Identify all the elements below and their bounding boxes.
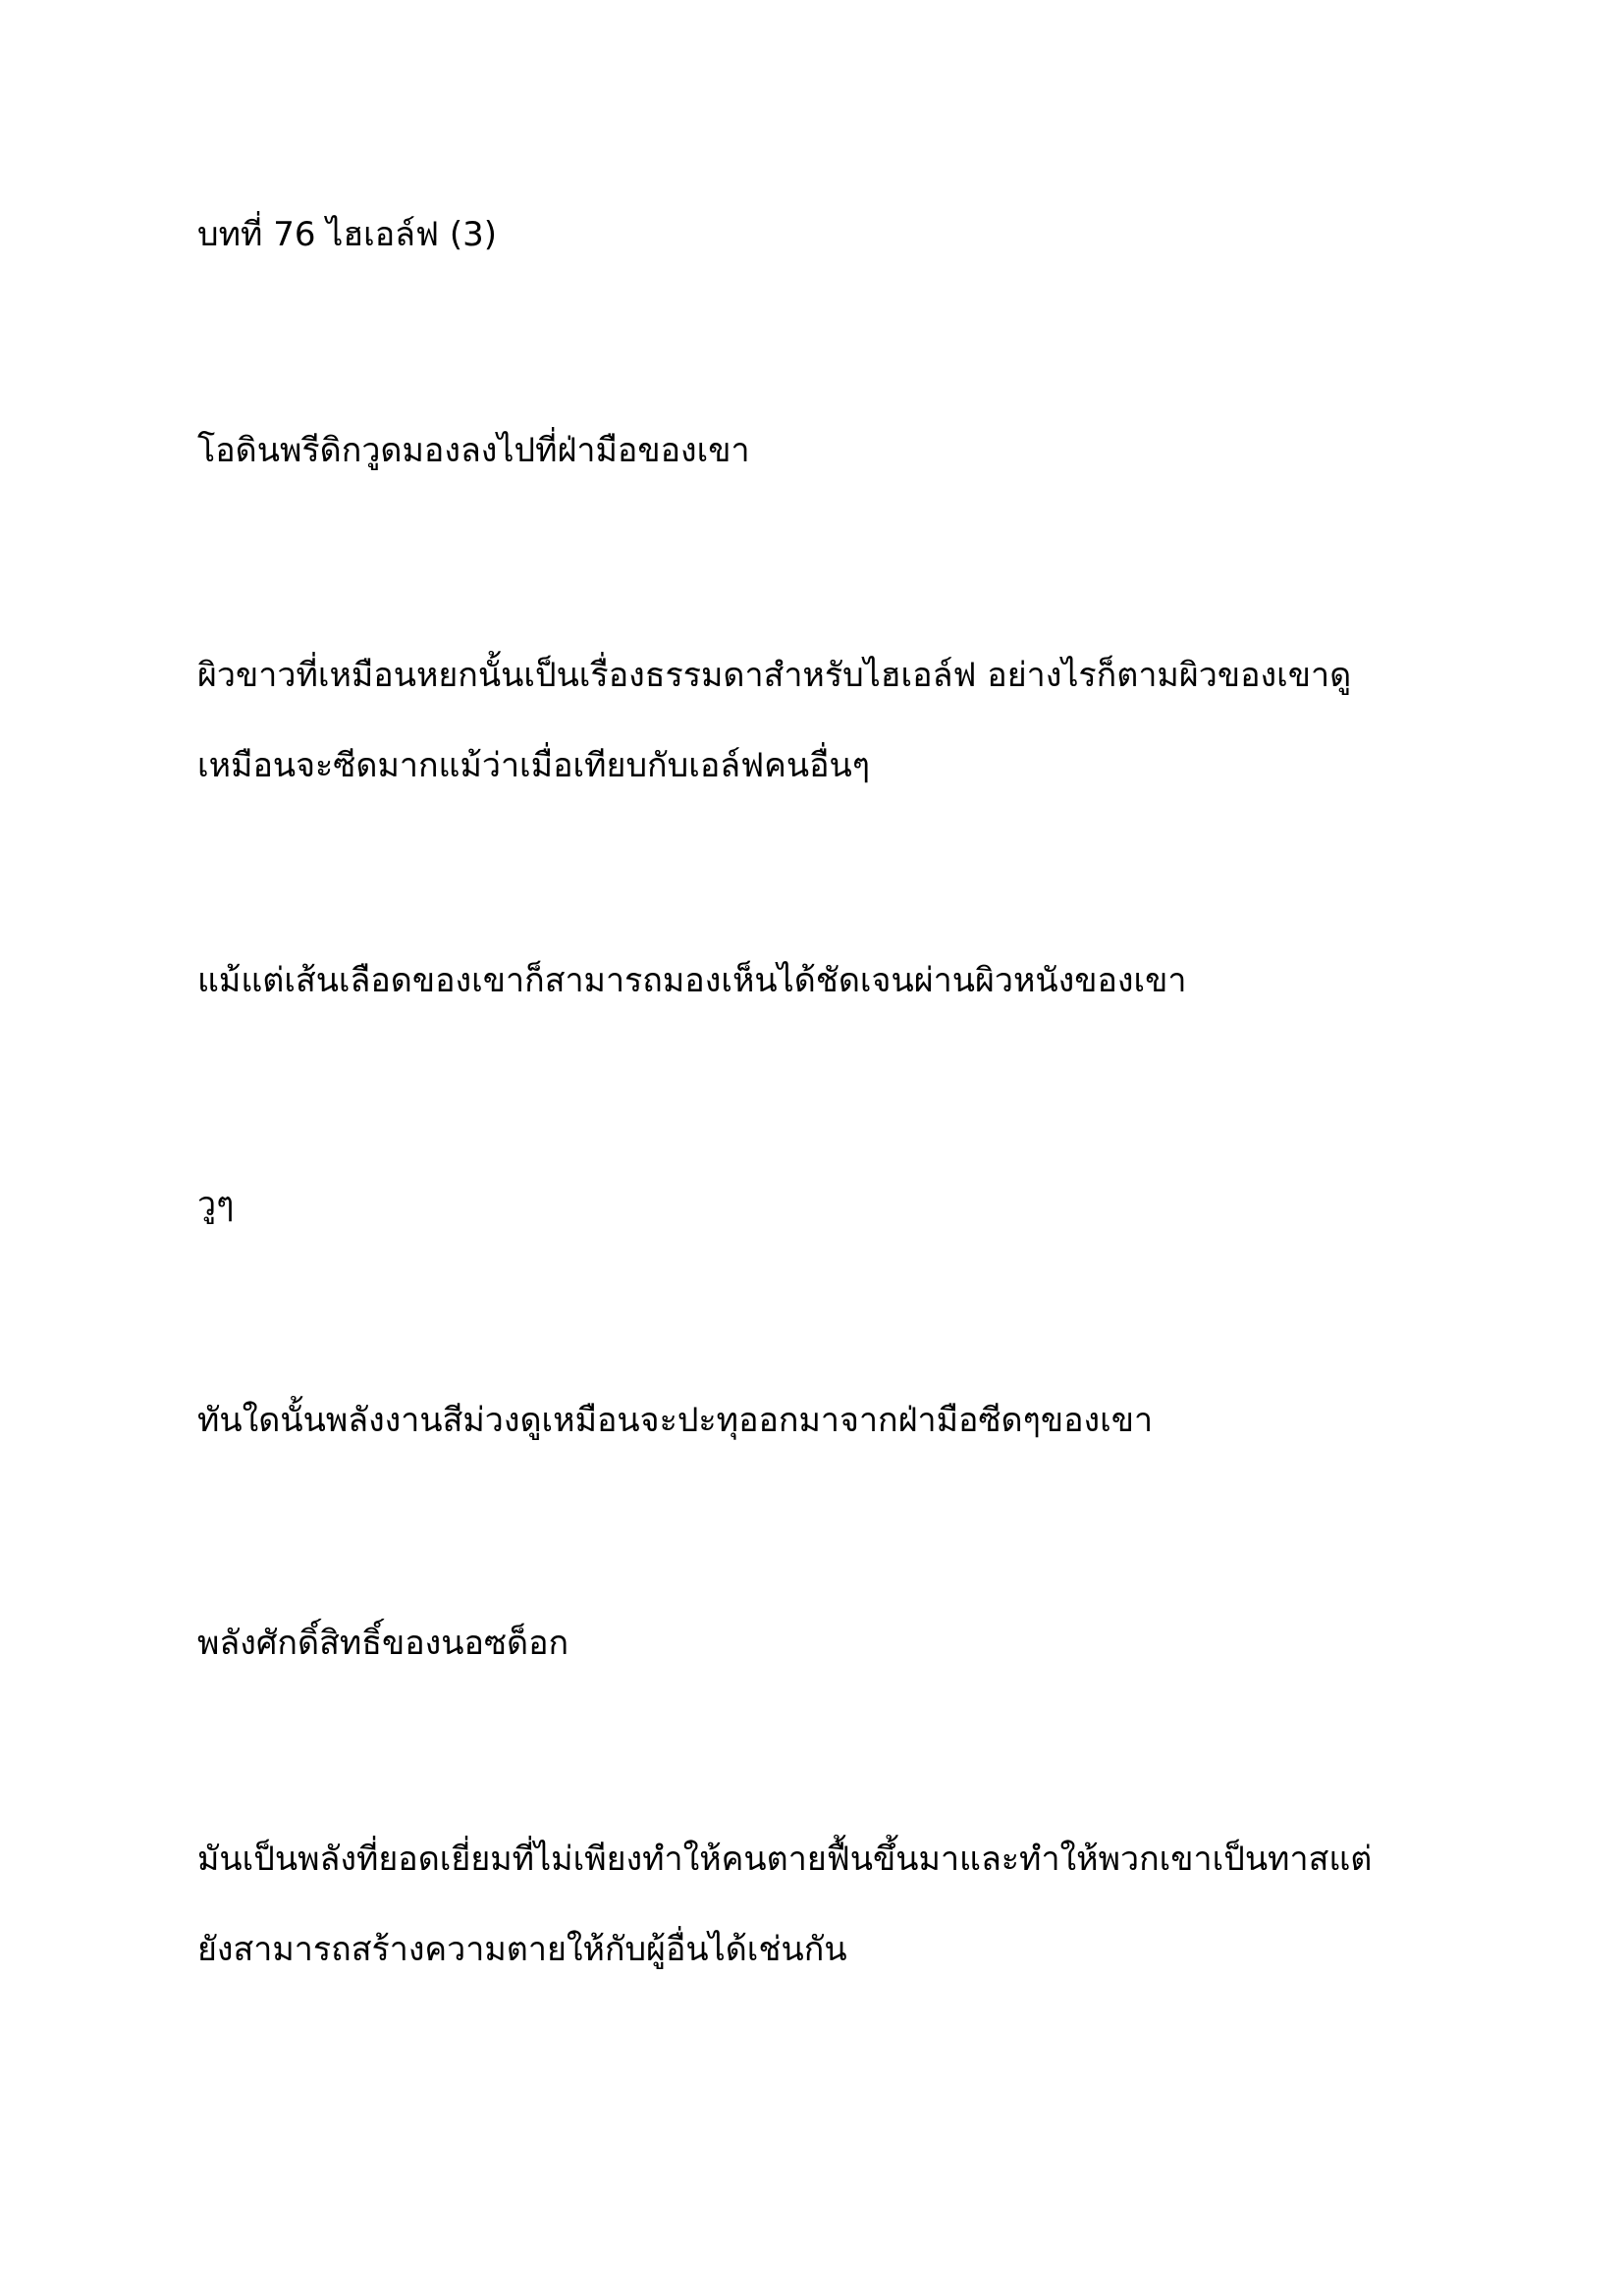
paragraph-line: มันเป็นพลังที่ยอดเยี่ยมที่ไม่เพียงทำให้คนตายฟื้นขึ้นมาและทำให้พวกเขาเป็นทาสแต่ <box>197 1840 1373 1879</box>
paragraph-line: วูๆ <box>197 1185 235 1224</box>
paragraph-line: แม้แต่เส้นเลือดของเขาก็สามารถมองเห็นได้ชัดเจนผ่านผิวหนังของเขา <box>197 961 1187 1000</box>
chapter-title: บทที่ 76 ไฮเอล์ฟ (3) <box>197 215 498 254</box>
paragraph-line: ยังสามารถสร้างความตายให้กับผู้อื่นได้เช่นกัน <box>197 1930 847 1969</box>
paragraph-line: โอดินพรีดิกวูดมองลงไปที่ฝ่ามือของเขา <box>197 431 750 470</box>
paragraph-line: ผิวขาวที่เหมือนหยกนั้นเป็นเรื่องธรรมดาสำหรับไฮเอล์ฟ อย่างไรก็ตามผิวของเขาดู <box>197 656 1352 695</box>
paragraph-line: ทันใดนั้นพลังงานสีม่วงดูเหมือนจะปะทุออกมาจากฝ่ามือซีดๆของเขา <box>197 1401 1154 1440</box>
paragraph-line: พลังศักดิ์สิทธิ์ของนอซด็อก <box>197 1624 569 1663</box>
paragraph-line: เหมือนจะซีดมากแม้ว่าเมื่อเทียบกับเอล์ฟคนอื่นๆ <box>197 746 871 785</box>
